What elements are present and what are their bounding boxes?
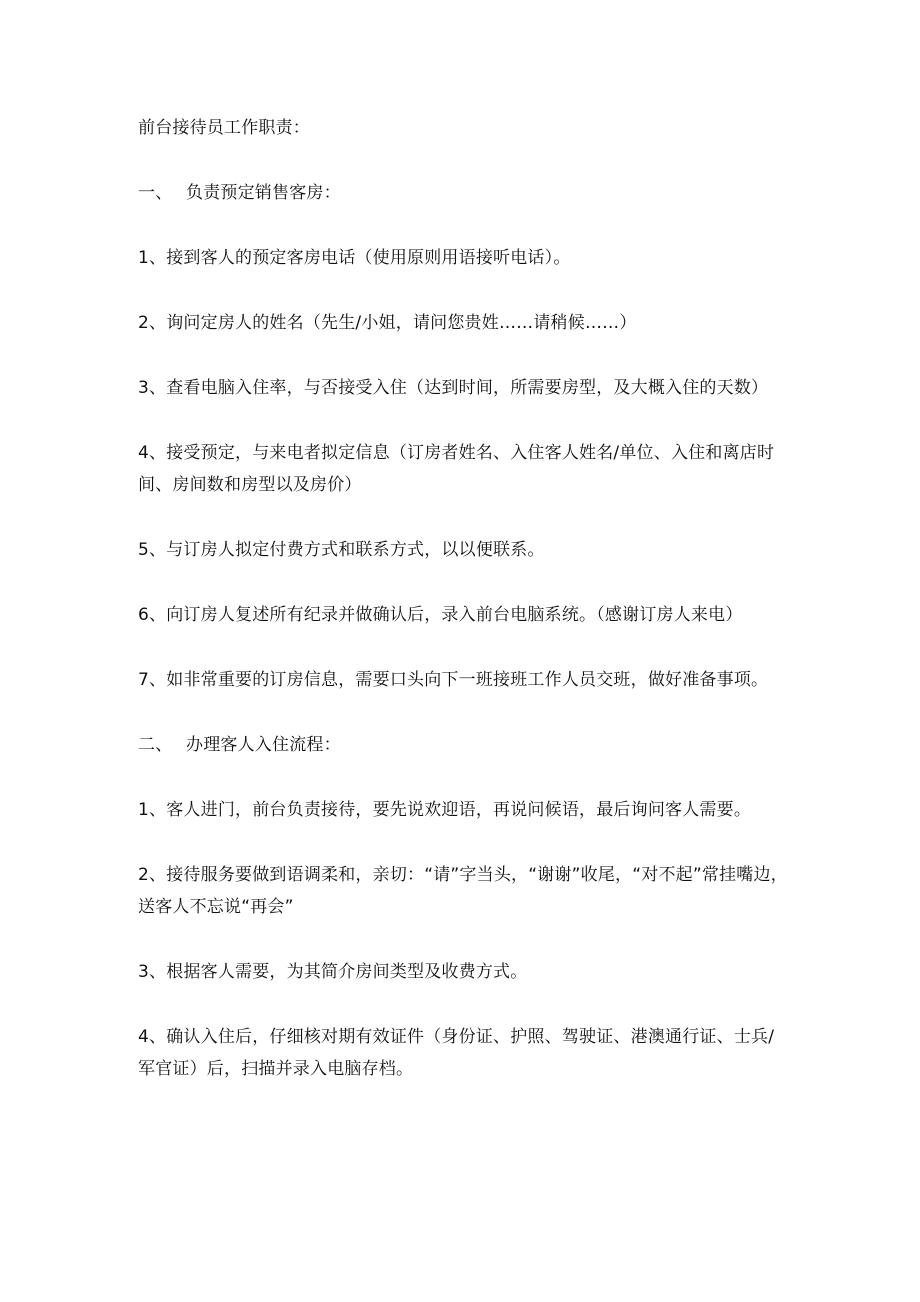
section-1-item-7: 7、如非常重要的订房信息，需要口头向下一班接班工作人员交班，做好准备事项。: [138, 670, 769, 690]
section-title-1: 负责预定销售客房：: [186, 183, 341, 203]
section-1-item-6: 6、向订房人复述所有纪录并做确认后，录入前台电脑系统。（感谢订房人来电）: [138, 605, 743, 625]
section-title-2: 办理客人入住流程：: [186, 735, 341, 755]
section-2-item-4: 4、确认入住后，仔细核对期有效证件（身份证、护照、驾驶证、港澳通行证、士兵/军官证）后，扫描并录入电脑存档。: [138, 1027, 775, 1079]
section-1-item-4: 4、接受预定，与来电者拟定信息（订房者姓名、入住客人姓名/单位、入住和离店时间、房间数和房型以及房价）: [138, 443, 775, 495]
section-heading-1: [138, 177, 788, 209]
section-number-2: 二、: [138, 735, 173, 755]
section-1-item-3: 3、查看电脑入住率，与否接受入住（达到时间，所需要房型，及大概入住的天数）: [138, 378, 769, 398]
document-body: [138, 112, 788, 1118]
section-2-item-2: 2、接待服务要做到语调柔和，亲切：“请”字当头，“谢谢”收尾，“对不起”常挂嘴边，送客人不忘说“再会”: [138, 865, 788, 917]
section-1-item-2: 2、询问定房人的姓名（先生/小姐，请问您贵姓……请稍候……）: [138, 313, 637, 333]
section-heading-2: [138, 729, 788, 761]
section-1-item-1: 1、接到客人的预定客房电话（使用原则用语接听电话）。: [138, 248, 571, 268]
section-2-item-1: 1、客人进门，前台负责接待，要先说欢迎语，再说问候语，最后询问客人需要。: [138, 800, 752, 820]
section-1-item-5: 5、与订房人拟定付费方式和联系方式，以以便联系。: [138, 540, 545, 560]
section-number-1: 一、: [138, 183, 173, 203]
section-2-item-3: 3、根据客人需要，为其简介房间类型及收费方式。: [138, 962, 528, 982]
document-title: 前台接待员工作职责：: [138, 118, 310, 138]
